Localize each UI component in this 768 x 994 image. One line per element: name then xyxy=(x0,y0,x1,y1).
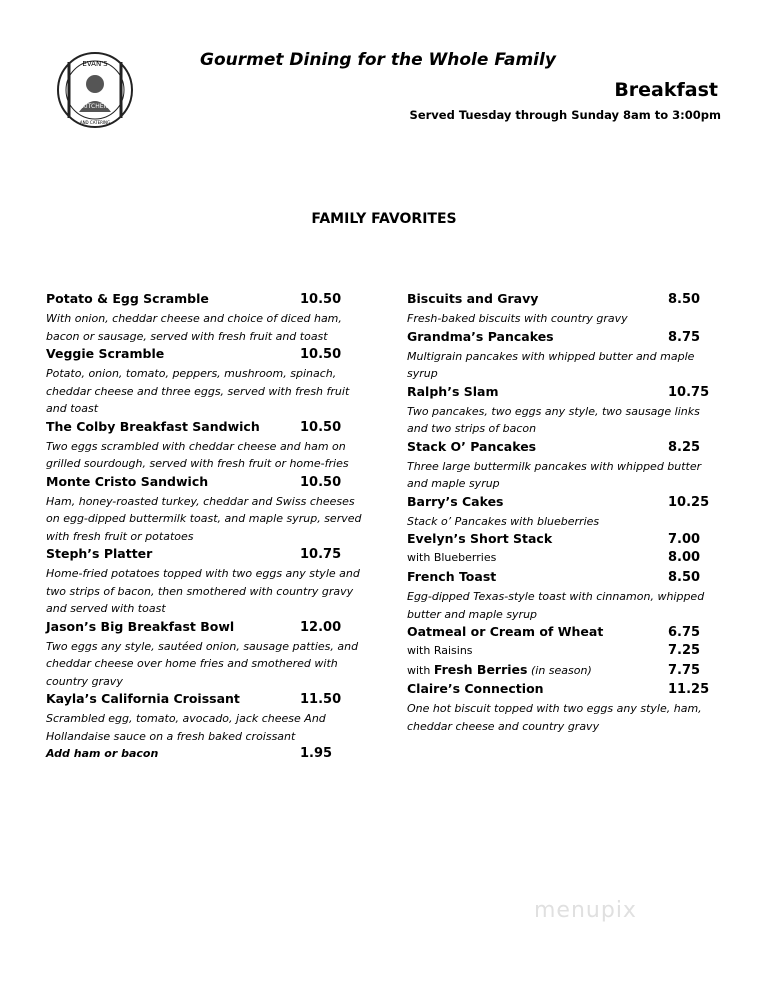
item-price: 10.75 xyxy=(300,547,342,562)
item-price: 8.25 xyxy=(668,439,701,455)
item-description: Multigrain pancakes with whipped butter and maple syrup xyxy=(407,349,695,380)
item-description: Home-fried potatoes topped with two eggs any style and two strips of bacon, then smothered with country gravy and served with toast xyxy=(46,567,360,615)
menu-item xyxy=(407,439,718,493)
item-price: 10.25 xyxy=(668,494,710,510)
item-name: Jason’s Big Breakfast Bowl xyxy=(46,618,235,634)
item-option xyxy=(407,662,718,681)
item-name: Claire’s Connection xyxy=(407,681,544,696)
logo-top-text: EVAN'S xyxy=(82,60,108,68)
addon-name: Add ham or bacon xyxy=(46,747,159,760)
item-description: Potato, onion, tomato, peppers, mushroom, spinach, cheddar cheese and three eggs, served with fresh fruit and toast xyxy=(46,367,350,415)
option-prefix: with xyxy=(407,664,431,677)
item-description: Ham, honey-roasted turkey, cheddar and Swiss cheeses on egg-dipped buttermilk toast, and maple syrup, served with fresh fruit or potatoes xyxy=(46,494,362,543)
item-price: 10.50 xyxy=(300,347,342,362)
item-description: Scrambled egg, tomato, avocado, jack cheese And Hollandaise sauce on a fresh baked croissant xyxy=(46,712,326,743)
item-description: Stack o’ Pancakes with blueberries xyxy=(407,514,600,528)
item-option xyxy=(407,643,718,662)
menu-item xyxy=(46,691,362,745)
menu-item xyxy=(407,681,718,735)
item-description: Two eggs scrambled with cheddar cheese and ham on grilled sourdough, served with fresh fruit or home-fries xyxy=(46,439,349,470)
item-name: Evelyn’s Short Stack xyxy=(407,531,553,546)
item-description: Two eggs any style, sautéed onion, sausage patties, and cheddar cheese over home fries and smothered with country gravy xyxy=(46,639,359,688)
menu-item xyxy=(46,291,362,345)
option-label: with Blueberries xyxy=(407,551,497,564)
item-price: 10.50 xyxy=(300,474,342,490)
menu-item xyxy=(46,346,362,418)
item-description: One hot biscuit topped with two eggs any style, ham, cheddar cheese and country gravy xyxy=(407,702,702,733)
item-name: Steph’s Platter xyxy=(46,546,153,561)
option-price: 7.75 xyxy=(668,663,701,678)
item-description: Two pancakes, two eggs any style, two sausage links and two strips of bacon xyxy=(407,404,700,435)
item-name: The Colby Breakfast Sandwich xyxy=(46,418,260,434)
item-price: 10.50 xyxy=(300,419,342,435)
item-price: 8.50 xyxy=(668,570,701,585)
watermark: menupix xyxy=(534,898,637,923)
item-price: 8.75 xyxy=(668,329,701,345)
option-price: 8.00 xyxy=(668,550,701,565)
item-name: Biscuits and Gravy xyxy=(407,291,539,306)
menu-item xyxy=(46,474,362,546)
addon-row xyxy=(46,746,362,765)
logo-bottom-text: AND CATERING xyxy=(79,120,111,125)
menu-item xyxy=(407,291,718,328)
item-description: With onion, cheddar cheese and choice of diced ham, bacon or sausage, served with fresh fruit and toast xyxy=(46,312,342,343)
item-name: Stack O’ Pancakes xyxy=(407,438,537,454)
logo-middle-text: KITCHEN xyxy=(82,103,108,110)
item-description: Egg-dipped Texas-style toast with cinnamon, whipped butter and maple syrup xyxy=(407,590,705,621)
tagline: Gourmet Dining for the Whole Family xyxy=(200,50,556,70)
menu-item xyxy=(407,624,718,681)
menu-item xyxy=(407,329,718,383)
item-name: Veggie Scramble xyxy=(46,346,165,361)
section-title: FAMILY FAVORITES xyxy=(311,211,457,227)
option-price: 7.25 xyxy=(668,643,701,658)
meal-title: Breakfast xyxy=(614,79,718,101)
option-label xyxy=(407,662,592,677)
menu-item xyxy=(407,494,718,531)
item-price: 10.75 xyxy=(668,384,710,400)
addon-price: 1.95 xyxy=(300,746,333,761)
item-name: Barry’s Cakes xyxy=(407,493,504,509)
item-price: 12.00 xyxy=(300,619,342,635)
menu-item xyxy=(46,419,362,473)
item-price: 6.75 xyxy=(668,625,701,640)
item-name: Ralph’s Slam xyxy=(407,383,499,399)
menu-item xyxy=(46,619,362,691)
menu-item xyxy=(46,546,362,618)
evans-kitchen-logo xyxy=(55,50,135,130)
item-name: Kayla’s California Croissant xyxy=(46,691,240,706)
item-description: Three large buttermilk pancakes with whipped butter and maple syrup xyxy=(407,459,702,490)
menu-item xyxy=(407,384,718,438)
item-name: Potato & Egg Scramble xyxy=(46,291,209,306)
menu-column-right xyxy=(407,291,718,736)
item-price: 7.00 xyxy=(668,532,701,547)
item-price: 11.25 xyxy=(668,682,710,697)
option-label: with Raisins xyxy=(407,644,473,657)
item-price: 8.50 xyxy=(668,292,701,307)
menu-column-left xyxy=(46,291,362,765)
item-option xyxy=(407,550,718,569)
item-price: 11.50 xyxy=(300,692,342,707)
item-name: Monte Cristo Sandwich xyxy=(46,473,209,489)
item-description: Fresh-baked biscuits with country gravy xyxy=(407,312,628,325)
item-name: French Toast xyxy=(407,569,497,584)
option-highlight: Fresh Berries xyxy=(433,662,528,677)
menu-item xyxy=(407,569,718,623)
service-hours: Served Tuesday through Sunday 8am to 3:00pm xyxy=(409,108,721,122)
item-price: 10.50 xyxy=(300,292,342,307)
item-name: Grandma’s Pancakes xyxy=(407,328,554,344)
menu-item xyxy=(407,531,718,569)
option-note: (in season) xyxy=(530,664,592,677)
item-name: Oatmeal or Cream of Wheat xyxy=(407,624,604,639)
